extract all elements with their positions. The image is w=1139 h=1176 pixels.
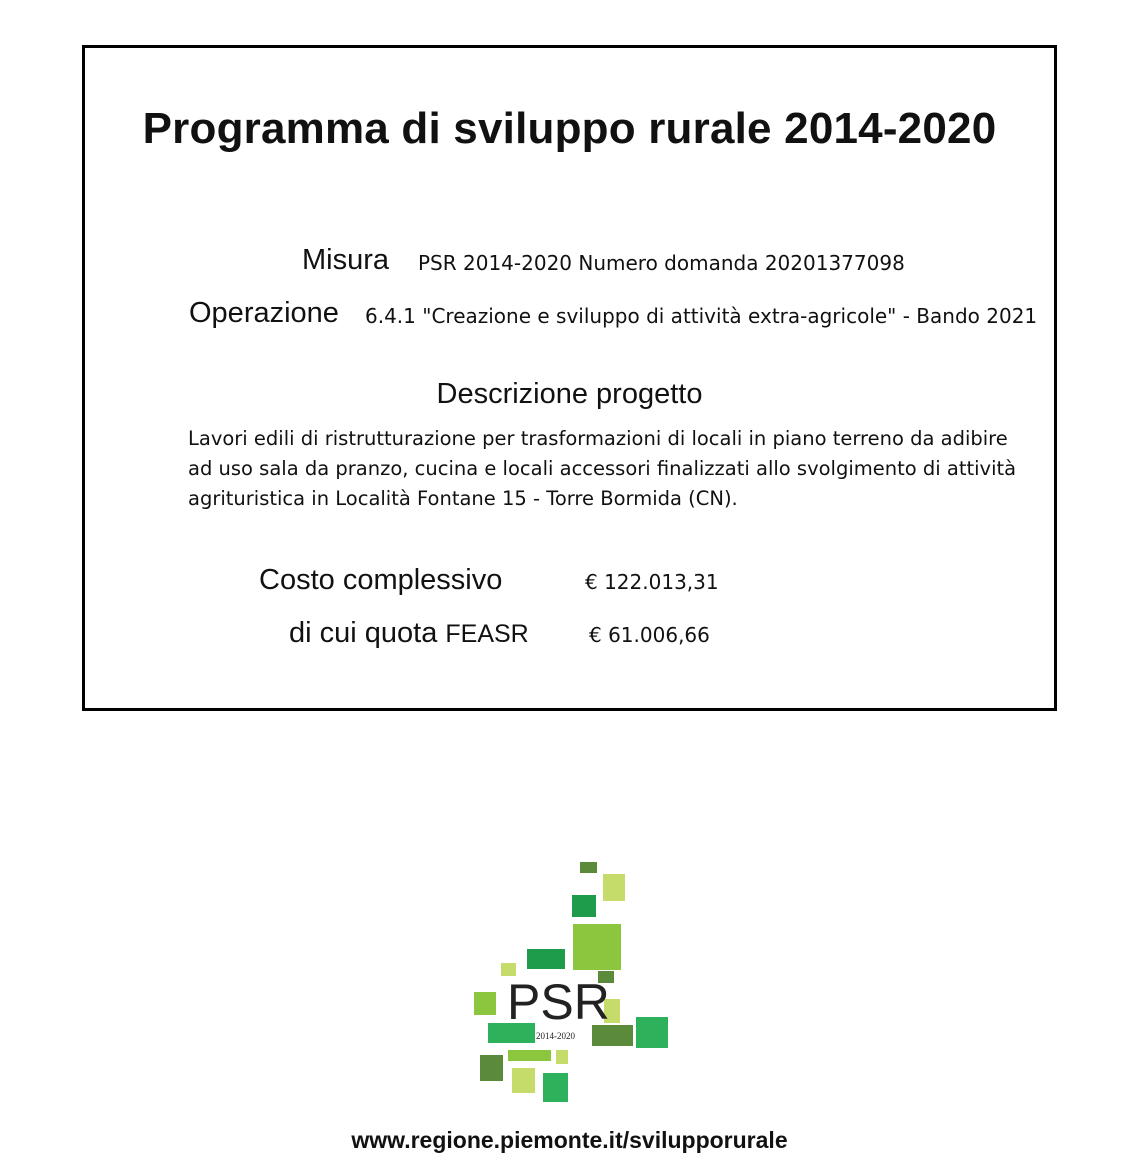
page-title: Programma di sviluppo rurale 2014-2020 (142, 104, 997, 153)
logo-square (543, 1073, 568, 1102)
descrizione-body (188, 424, 1033, 514)
quota-label (289, 617, 529, 650)
logo-square (556, 1050, 568, 1064)
logo-square (573, 924, 621, 970)
logo-square (480, 1055, 503, 1081)
logo-text: PSR (507, 974, 610, 1030)
info-panel (82, 45, 1057, 711)
footer-url: www.regione.piemonte.it/svilupporurale (351, 1127, 788, 1153)
logo-square (474, 992, 496, 1015)
logo-square (508, 1050, 551, 1061)
psr-logo (470, 855, 675, 1110)
logo-square (527, 949, 565, 969)
descrizione-line: agrituristica in Località Fontane 15 - Torre Bormida (CN). (188, 487, 738, 510)
quota-label-suffix: FEASR (445, 620, 529, 648)
misura-value: PSR 2014-2020 Numero domanda 20201377098 (418, 251, 905, 275)
logo-square (572, 895, 596, 917)
descrizione-heading: Descrizione progetto (436, 378, 703, 410)
logo-square (580, 862, 597, 873)
descrizione-line: ad uso sala da pranzo, cucina e locali accessori finalizzati allo svolgimento di attività (188, 457, 1017, 480)
descrizione-line: Lavori edili di ristrutturazione per trasformazioni di locali in piano terreno da adibire (188, 427, 1008, 450)
logo-square (512, 1068, 535, 1093)
logo-years: 2014-2020 (536, 1031, 575, 1041)
operazione-value: 6.4.1 "Creazione e sviluppo di attività extra-agricole" - Bando 2021 (365, 304, 1038, 328)
quota-value: € 61.006,66 (589, 623, 710, 647)
logo-square (636, 1017, 668, 1048)
quota-label-prefix: di cui quota (289, 617, 438, 649)
costo-value: € 122.013,31 (585, 570, 719, 594)
logo-square (603, 874, 625, 901)
misura-label: Misura (302, 244, 390, 276)
operazione-label: Operazione (189, 297, 339, 329)
costo-label: Costo complessivo (259, 564, 503, 596)
